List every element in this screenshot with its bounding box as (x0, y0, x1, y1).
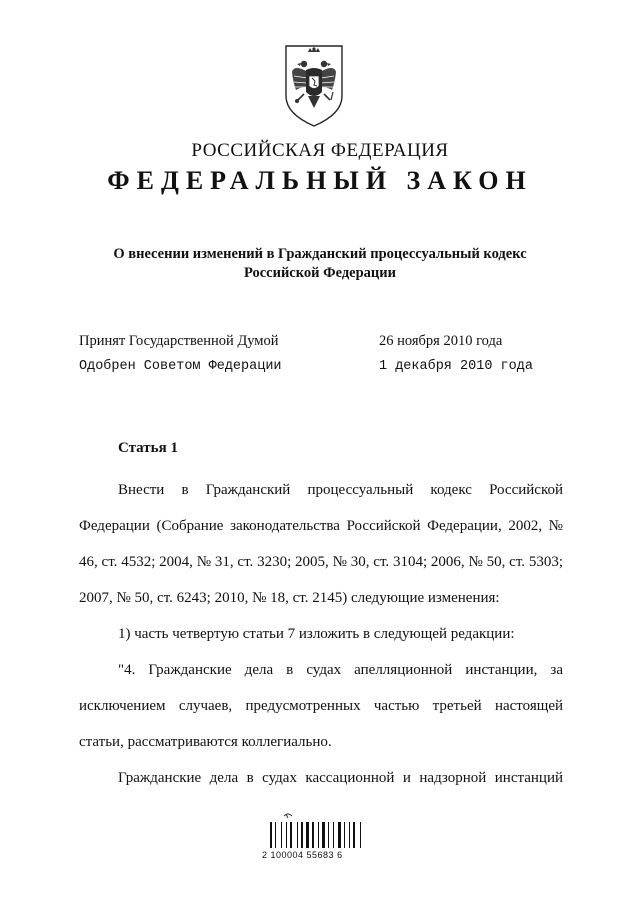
law-title-line: Российской Федерации (243, 265, 396, 281)
barcode-icon (262, 812, 392, 854)
article-body (79, 472, 563, 796)
adoption-label: Принят Государственной Думой (79, 333, 279, 349)
article-paragraph: Внести в Гражданский процессуальный кодекс Российской Федерации (Собрание законодательства Российской Федерации, 2002, № 46, ст. 4532; 2004, № 31, ст. 3230; 2005, № 30, ст. 3104; 2006, № 50, ст. 5303; 2007, № 50, ст. 6243; 2010, № 18, ст. 2145) следующие изменения: (79, 482, 563, 606)
law-title (100, 245, 540, 283)
article-heading: Статья 1 (118, 440, 178, 456)
article-paragraph: Гражданские дела в судах кассационной и надзорной инстанций (118, 770, 563, 786)
law-title-line: О внесении изменений в Гражданский процессуальный кодекс (113, 246, 527, 262)
adoption-date: 26 ноября 2010 года (379, 333, 503, 349)
double-headed-eagle-icon (282, 42, 346, 128)
country-heading: РОССИЙСКАЯ ФЕДЕРАЦИЯ (191, 140, 449, 161)
adoption-label: Одобрен Советом Федерации (79, 359, 282, 374)
barcode-number: 2 100004 55683 6 (262, 850, 343, 860)
adoption-date: 1 декабря 2010 года (379, 359, 533, 374)
article-paragraph: 1) часть четвертую статьи 7 изложить в следующей редакции: (118, 626, 515, 642)
barcode-bars (270, 822, 361, 848)
article-paragraph: "4. Гражданские дела в судах апелляционной инстанции, за исключением случаев, предусмотренных частью третьей настоящей статьи, рассматриваются коллегиально. (79, 662, 563, 750)
law-type-heading: ФЕДЕРАЛЬНЫЙ ЗАКОН (107, 166, 533, 195)
